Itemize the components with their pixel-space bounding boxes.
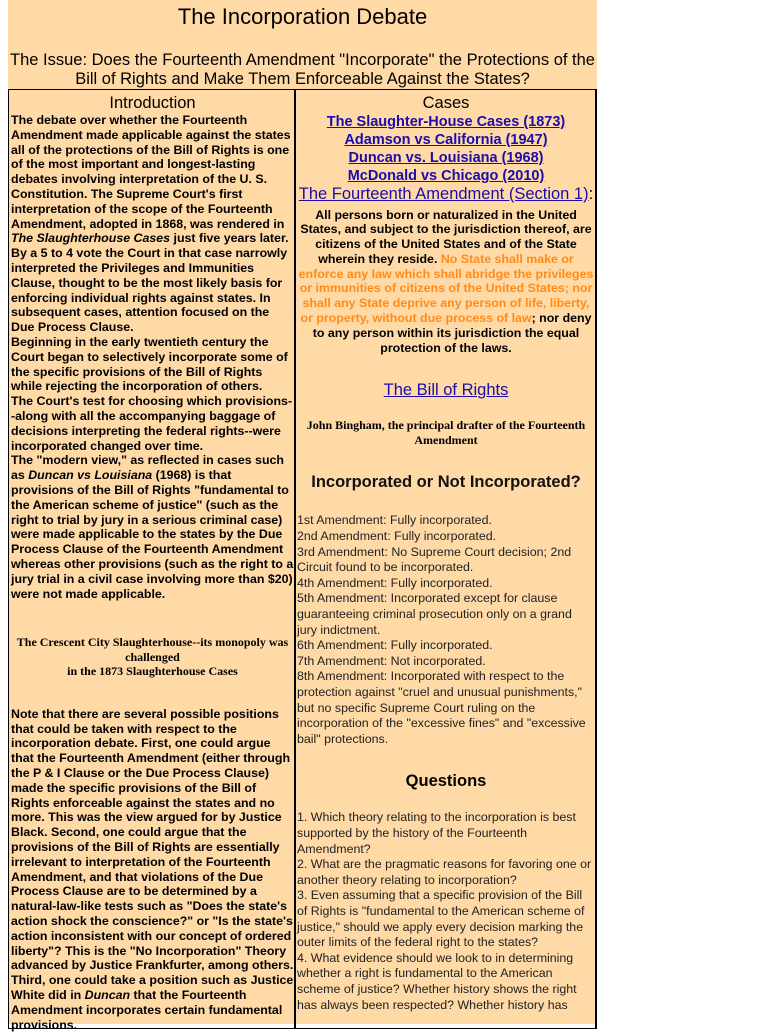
list-item: 4. What evidence should we look to in determining whether a right is fundamental to the American scheme of justice? Whether history shows the right has always been respected? Whether history has <box>297 950 577 1012</box>
amendment-colon: : <box>588 185 594 203</box>
list-item: 5th Amendment: Incorporated except for clause guaranteeing criminal prosecution only on a grand jury indictment. <box>297 591 572 637</box>
intro-text: Note that there are several possible positions that could be taken with respect to the incorporation debate. First, one could argue that the Fourteenth Amendment (either through the P & I Clause or the Due Process Clause) made the specific provisions of the Bill of Rights enforceable against the states and no more. This was the view argued for by Justice Black. Second, one could argue that the provisions of the Bill of Rights are essentially irrelevant to interpretation of the Fourteenth Amendment, and that violations of the Due Process Clause are to be determined by a natural-law-like tests such as "Does the state's action shock the conscience?" or "Is the state's action inconsistent with our concept of ordered liberty"? This is the "No Incorporation" Theory advanced by Justice Frankfurter, among others. Third, one could take a position such as Justice White did in <box>11 706 294 1002</box>
list-item: 8th Amendment: Incorporated with respect to the protection against "cruel and unusual punishments," but no specific Supreme Court ruling on the incorporation of the "excessive fines" and "excessive bail" protections. <box>297 669 586 746</box>
page-title: The Incorporation Debate <box>177 4 428 29</box>
list-item: 1st Amendment: Fully incorporated. <box>297 513 492 528</box>
cases-column <box>296 90 595 1028</box>
intro-paragraph-4 <box>11 453 294 601</box>
incorporated-heading: Incorporated or Not Incorporated? <box>311 473 581 492</box>
intro-text: (1968) is that provisions of the Bill of Rights "fundamental to the American scheme of justice" (such as the right to trial by jury in a serious criminal case) were made applicable to the states by the Due Process Clause of the Fourteenth Amendment whereas other provisions (such as the right to a jury trial in a civil case involving more than $20) were not made applicable. <box>11 468 294 601</box>
list-item: 4th Amendment: Fully incorporated. <box>297 575 493 590</box>
cases-heading: Cases <box>422 94 470 112</box>
fourteenth-amendment-link[interactable]: The Fourteenth Amendment (Section 1) <box>298 185 589 203</box>
content-table <box>8 89 597 1032</box>
list-item: 7th Amendment: Not incorporated. <box>297 653 486 668</box>
case-name-italic: The Slaughterhouse Cases <box>11 231 171 246</box>
case-name-italic: Duncan vs Louisiana <box>28 468 153 483</box>
intro-text: The "modern view," as reflected in cases such as <box>11 453 284 483</box>
bill-of-rights-link[interactable]: The Bill of Rights <box>383 381 509 400</box>
case-name-italic: Duncan <box>84 987 131 1002</box>
list-item: 2nd Amendment: Fully incorporated. <box>297 529 497 544</box>
intro-paragraph-1 <box>11 113 294 335</box>
intro-text: that the Fourteenth Amendment incorporates certain fundamental provisions. <box>11 987 283 1032</box>
issue-statement: The Issue: Does the Fourteenth Amendment "Incorporate" the Protections of the Bill of Rights and Make Them Enforceable Against the States? <box>10 51 595 88</box>
incorporation-list <box>297 513 595 747</box>
intro-text: just five years later. By a 5 to 4 vote the Court in that case narrowly interpreted the Privileges and Immunities Clause, thought to be the most likely basis for enforcing individual rights against states. In subsequent cases, attention focused on the Due Process Clause. <box>11 231 289 335</box>
list-item: 6th Amendment: Fully incorporated. <box>297 638 493 653</box>
case-link-adamson[interactable]: Adamson vs California (1947) <box>344 132 548 148</box>
intro-paragraph-3: The Court's test for choosing which provisions--along with all the accompanying baggage of decisions interpreting the federal rights--were incorporated changed over time. <box>11 394 293 453</box>
list-item: 2. What are the pragmatic reasons for favoring one or another theory relating to incorporation? <box>297 857 592 887</box>
amendment-text-part: All persons born or naturalized in the United States, and subject to the jurisdiction thereof, are citizens of the United States and of the State wherein they reside. <box>300 207 592 266</box>
list-item: 3. Even assuming that a specific provision of the Bill of Rights is "fundamental to the American scheme of justice," should we apply every decision marking the outer limits of the federal right to the states? <box>297 888 585 950</box>
amendment-highlight: No State shall make or enforce any law which shall abridge the privileges or immunities of citizens of the United States; nor shall any State deprive any person of life, liberty, or property, without due process of law <box>298 251 594 326</box>
questions-list <box>297 810 595 1013</box>
list-item: 3rd Amendment: No Supreme Court decision; 2nd Circuit found to be incorporated. <box>297 544 572 575</box>
case-link-mcdonald[interactable]: McDonald vs Chicago (2010) <box>347 168 545 184</box>
page <box>8 0 597 1032</box>
introduction-column <box>9 90 296 1032</box>
amendment-text-part: ; nor deny to any person within its jurisdiction the equal protection of the laws. <box>312 311 592 355</box>
intro-text: The debate over whether the Fourteenth Amendment made applicable against the states all of the protections of the Bill of Rights is one of the most important and longest-lasting debates involving interpretation of the U. S. Constitution. The Supreme Court's first interpretation of the scope of the Fourteenth Amendment, adopted in 1868, was rendered in <box>11 113 291 231</box>
list-item: 1. Which theory relating to the incorporation is best supported by the history of the Fourteenth Amendment? <box>297 810 576 856</box>
introduction-heading: Introduction <box>109 94 196 112</box>
intro-paragraph-2: Beginning in the early twentieth century the Court began to selectively incorporate some of the specific provisions of the Bill of Rights while rejecting the incorporation of others. <box>11 334 288 394</box>
amendment-heading <box>297 185 595 205</box>
slaughterhouse-caption: The Crescent City Slaughterhouse--its monopoly was challenged in the 1873 Slaughterhouse Cases <box>16 635 289 679</box>
case-link-slaughterhouse[interactable]: The Slaughter-House Cases (1873) <box>326 114 566 130</box>
amendment-text <box>297 208 595 356</box>
questions-heading: Questions <box>405 772 487 791</box>
case-link-duncan[interactable]: Duncan vs. Louisiana (1968) <box>348 150 544 166</box>
intro-paragraph-5 <box>11 707 294 1032</box>
bingham-caption: John Bingham, the principal drafter of the Fourteenth Amendment <box>306 418 586 447</box>
